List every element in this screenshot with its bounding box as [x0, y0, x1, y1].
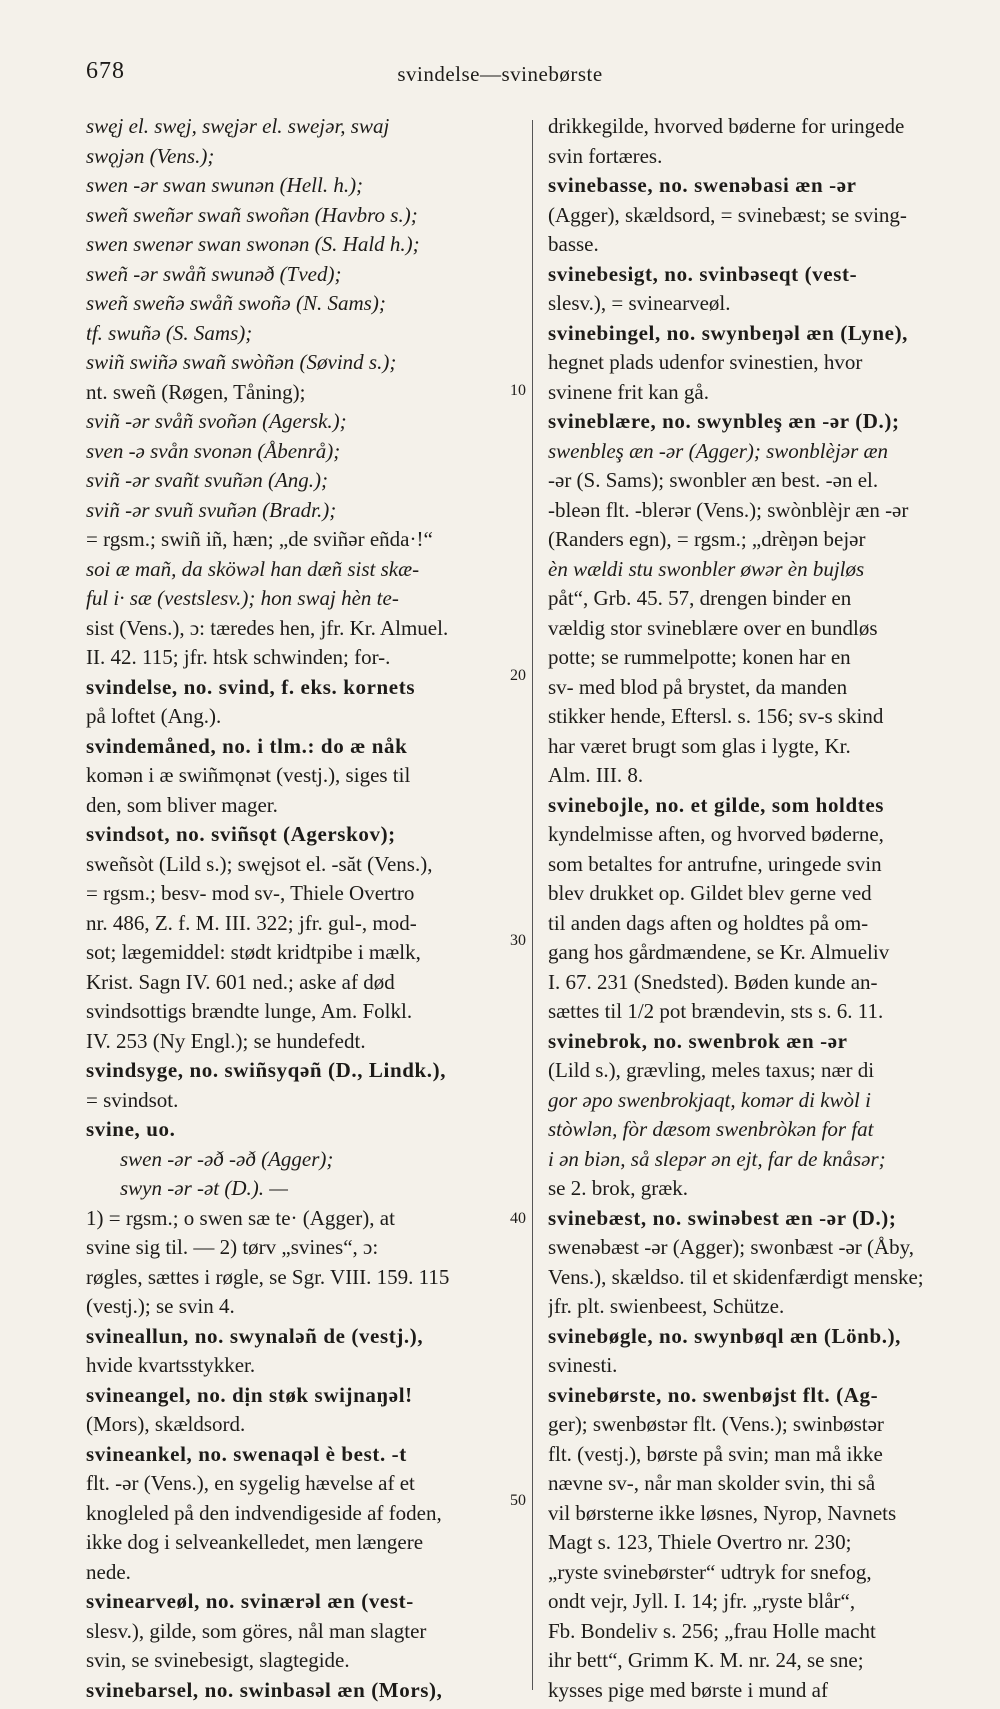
entry-headword-line: svinebørste, no. swenbøjst flt. (Ag- — [548, 1382, 879, 1407]
entry-line: Fb. Bondeliv s. 256; „frau Holle macht — [548, 1618, 876, 1643]
entry-line: sist (Vens.), ɔ: tæredes hen, jfr. Kr. Almuel. — [86, 615, 449, 640]
entry-line: ondt vejr, Jyll. I. 14; jfr. „ryste blår“, — [548, 1589, 856, 1613]
entry-line: slesv.), gilde, som göres, nål man slagter — [86, 1618, 427, 1643]
entry-line: II. 42. 115; jfr. htsk schwinden; for-. — [86, 645, 391, 669]
entry-line: = rgsm.; swiñ iñ, hæn; „de sviñər eñda·!“ — [86, 527, 433, 551]
entry-line: potte; se rummelpotte; konen har en — [548, 645, 851, 669]
entry-line: swenbleş æn -ər (Agger); swonblèjər æn — [548, 438, 889, 463]
entry-headword-line: svinearveøl, no. svinærəl æn (vest- — [86, 1589, 414, 1613]
entry-line: nede. — [86, 1559, 131, 1584]
column-divider — [532, 120, 533, 1690]
entry-headword-line: svineallun, no. swynaləñ de (vestj.), — [86, 1323, 424, 1348]
entry-line: swen -ər swan swunən (Hell. h.); — [86, 173, 364, 197]
entry-line: stòwlən, fòr dæsom swenbròkən for fat — [548, 1117, 874, 1141]
entry-line: sweñsòt (Lild s.); swęjsot el. -săt (Vens.), — [86, 851, 433, 876]
entry-line: = rgsm.; besv- mod sv-, Thiele Overtro — [86, 881, 415, 905]
line-marker-50: 50 — [510, 1492, 526, 1509]
entry-line: (vestj.); se svin 4. — [86, 1294, 235, 1318]
entry-line: se 2. brok, græk. — [548, 1176, 688, 1200]
entry-line: Alm. III. 8. — [548, 763, 644, 787]
entry-line: (Mors), skældsord. — [86, 1412, 246, 1436]
entry-line: som betaltes for antrufne, uringede svin — [548, 851, 882, 876]
entry-headword-line: svindelse, no. svind, f. eks. kornets — [86, 674, 416, 699]
entry-line: svin, se svinebesigt, slagtegide. — [86, 1648, 350, 1672]
line-marker-30: 30 — [510, 932, 526, 949]
entry-line: har været brugt som glas i lygte, Kr. — [548, 733, 851, 758]
entry-line: sviñ -ər svañt svuñən (Ang.); — [86, 468, 329, 492]
entry-line: drikkegilde, hvorved bøderne for uringede — [548, 114, 905, 138]
entry-line: Vens.), skældso. til et skidenfærdigt menske; — [548, 1264, 924, 1289]
entry-line: til anden dags aften og holdtes på om- — [548, 910, 869, 935]
entry-line: (Lild s.), grævling, meles taxus; nær di — [548, 1058, 875, 1082]
page-number: 678 — [86, 58, 125, 84]
entry-line: knogleled på den indvendigeside af foden, — [86, 1500, 442, 1525]
running-head: svindelse—svinebørste — [397, 62, 603, 86]
entry-line: sot; lægemiddel: stødt kridtpibe i mælk, — [86, 940, 421, 964]
entry-line: flt. (vestj.), børste på svin; man må ikke — [548, 1441, 883, 1466]
entry-line: gang hos gårdmændene, se Kr. Almueliv — [548, 940, 890, 964]
entry-line: kyndelmisse aften, og hvorved bøderne, — [548, 822, 884, 846]
entry-headword-line: svine, uo. — [86, 1117, 176, 1141]
entry-line: komən i æ swiñmǫnət (vestj.), siges til — [86, 763, 411, 787]
entry-headword-line: svinebrok, no. swenbrok æn -ər — [548, 1028, 848, 1053]
entry-headword-line: svinebøgle, no. swynbøql æn (Lönb.), — [548, 1323, 902, 1348]
entry-line: sven -ə svån svonən (Åbenrå); — [86, 438, 341, 463]
entry-headword-line: svindemåned, no. i tlm.: do æ nåk — [86, 733, 408, 758]
right-column — [548, 112, 988, 1705]
entry-line: swyn -ər -ət (D.). — — [120, 1176, 288, 1200]
entry-line: flt. -ər (Vens.), en sygelig hævelse af et — [86, 1471, 415, 1495]
entry-line: Magt s. 123, Thiele Overtro nr. 230; — [548, 1530, 852, 1554]
entry-line: Krist. Sagn IV. 601 ned.; aske af død — [86, 969, 395, 994]
entry-line: sweñ sweñər swañ swoñən (Havbro s.); — [86, 202, 418, 227]
entry-line: swęj el. swęj, swęjər el. swejər, swaj — [86, 114, 390, 138]
entry-line: ger); swenbøstər flt. (Vens.); swinbøstər — [548, 1412, 884, 1436]
line-marker-10: 10 — [510, 382, 526, 399]
entry-headword-line: svinebingel, no. swynbeŋəl æn (Lyne), — [548, 320, 909, 345]
entry-line: IV. 253 (Ny Engl.); se hundefedt. — [86, 1028, 366, 1053]
entry-line: stikker hende, Eftersl. s. 156; sv-s skind — [548, 704, 884, 728]
line-marker-40: 40 — [510, 1210, 526, 1227]
entry-line: sweñ sweñə swåñ swoñə (N. Sams); — [86, 291, 386, 315]
entry-line: „ryste svinebørster“ udtryk for snefog, — [548, 1559, 872, 1584]
entry-line: vil børsterne ikke løsnes, Nyrop, Navnets — [548, 1500, 897, 1525]
entry-line: slesv.), = svinearveøl. — [548, 291, 731, 315]
entry-line: èn wældi stu swonbler øwər èn bujløs — [548, 556, 865, 581]
entry-line: røgles, sættes i røgle, se Sgr. VIII. 159. 115 — [86, 1264, 450, 1289]
entry-line: vældig stor svineblære over en bundløs — [548, 615, 878, 640]
entry-line: tf. swuñə (S. Sams); — [86, 320, 253, 345]
entry-line: soi æ mañ, da sköwəl han dæñ sist skæ- — [86, 556, 420, 581]
entry-headword-line: svineankel, no. swenaqəl è best. -t — [86, 1441, 407, 1466]
entry-headword-line: svindsyge, no. swiñsyqəñ (D., Lindk.), — [86, 1058, 447, 1082]
entry-headword-line: svinebasse, no. swenəbasi æn -ər — [548, 173, 857, 197]
entry-line: -ər (S. Sams); swonbler æn best. -ən el. — [548, 468, 879, 492]
entry-line: svine sig til. — 2) tørv „svines“, ɔ: — [86, 1235, 379, 1259]
entry-line: kysses pige med børste i mund af — [548, 1677, 828, 1702]
entry-line: (Randers egn), = rgsm.; „drèŋən bejər — [548, 527, 866, 551]
entry-line: svinene frit kan gå. — [548, 379, 709, 404]
entry-line: svin fortæres. — [548, 143, 663, 168]
entry-line: sv- med blod på brystet, da manden — [548, 674, 848, 699]
entry-line: = svindsot. — [86, 1087, 179, 1112]
entry-headword-line: svinebarsel, no. swinbasəl æn (Mors), — [86, 1677, 443, 1702]
entry-line: ful i· sæ (vestslesv.); hon swaj hèn te- — [86, 586, 399, 610]
entry-line: nævne sv-, når man skolder svin, thi så — [548, 1471, 876, 1495]
entry-line: i ən biən, så slepər ən ejt, far de knåsər; — [548, 1146, 886, 1171]
entry-line: swiñ swiñə swañ swòñən (Søvind s.); — [86, 350, 397, 374]
entry-line: swen -ər -əð -əð (Agger); — [120, 1146, 334, 1171]
left-column — [86, 112, 514, 1705]
entry-line: basse. — [548, 232, 599, 256]
entry-line: hvide kvartsstykker. — [86, 1353, 256, 1377]
entry-headword-line: svinebæst, no. swinəbest æn -ər (D.); — [548, 1205, 897, 1230]
entry-line: nr. 486, Z. f. M. III. 322; jfr. gul-, mod- — [86, 910, 417, 935]
entry-line: I. 67. 231 (Snedsted). Bøden kunde an- — [548, 969, 878, 994]
entry-line: påt“, Grb. 45. 57, drengen binder en — [548, 586, 852, 610]
entry-line: sviñ -ər svåñ svoñən (Agersk.); — [86, 409, 347, 433]
entry-line: sviñ -ər svuñ svuñən (Bradr.); — [86, 497, 337, 522]
entry-line: 1) = rgsm.; o swen sæ te· (Agger), at — [86, 1205, 395, 1230]
entry-line: swenəbæst -ər (Agger); swonbæst -ər (Åby, — [548, 1235, 915, 1259]
entry-line: -bleən flt. -blerər (Vens.); swònblèjr æn -ər — [548, 497, 909, 522]
entry-line: ihr bett“, Grimm K. M. nr. 24, se sne; — [548, 1648, 864, 1672]
entry-headword-line: svindsot, no. sviñsǫt (Agerskov); — [86, 822, 396, 846]
entry-line: jfr. plt. swienbeest, Schütze. — [548, 1294, 785, 1318]
entry-line: den, som bliver mager. — [86, 792, 278, 817]
entry-line: swen swenər swan swonən (S. Hald h.); — [86, 232, 420, 256]
entry-line: svinesti. — [548, 1353, 618, 1377]
entry-headword-line: svinebesigt, no. svinbəseqt (vest- — [548, 261, 858, 286]
entry-line: (Agger), skældsord, = svinebæst; se sving- — [548, 202, 907, 227]
entry-line: blev drukket op. Gildet blev gerne ved — [548, 881, 872, 905]
entry-line: hegnet plads udenfor svinestien, hvor — [548, 350, 863, 374]
entry-headword-line: svinebojle, no. et gilde, som holdtes — [548, 792, 885, 817]
entry-line: på loftet (Ang.). — [86, 704, 222, 728]
entry-headword-line: svineblære, no. swynbleş æn -ər (D.); — [548, 409, 900, 433]
entry-headword-line: svineangel, no. dịn støk swijnaŋəl! — [86, 1382, 413, 1407]
entry-line: sweñ -ər swåñ swunəð (Tved); — [86, 261, 342, 286]
entry-line: svindsottigs brændte lunge, Am. Folkl. — [86, 999, 413, 1023]
line-marker-20: 20 — [510, 667, 526, 684]
entry-line: sættes til 1/2 pot brændevin, sts s. 6. 11. — [548, 999, 884, 1023]
entry-line: nt. sweñ (Røgen, Tåning); — [86, 379, 306, 404]
entry-line: ikke dog i selveankelledet, men længere — [86, 1530, 424, 1554]
entry-line: swǫjən (Vens.); — [86, 143, 215, 168]
entry-line: gor əpo swenbrokjaqt, komər di kwòl i — [548, 1087, 871, 1112]
